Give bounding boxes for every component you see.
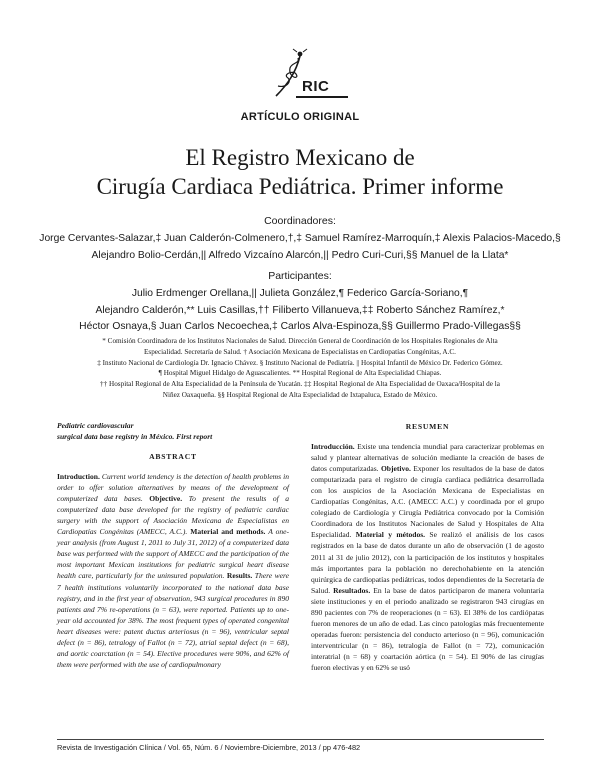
resumen-methods-label: Material y métodos. <box>355 530 426 540</box>
participants-line: Alejandro Calderón,** Luis Casillas,†† Filiberto Villanueva,‡‡ Roberto Sánchez Ramírez,* <box>95 304 505 316</box>
abstract-objective-label: Objective. <box>149 494 183 504</box>
article-title <box>0 143 600 201</box>
affiliation-line: Niñez Oaxaqueña. §§ Hospital Regional de Alta Especialidad de Ixtapaluca, Estado de México. <box>162 390 438 399</box>
abstract-methods-label: Material and methods. <box>190 527 266 537</box>
resumen-heading: RESUMEN <box>405 422 450 431</box>
abstract-intro-text: Current world tendency is the detection of health problems in order to offer solution alternatives by means of the development of computerized data bases. <box>57 472 289 504</box>
abstract-results-label: Results. <box>226 571 253 581</box>
title-line-1: El Registro Mexicano de <box>185 145 415 170</box>
affiliation-line: ¶ Hospital Miguel Hidalgo de Aguascalientes. ** Hospital Regional de Alta Especialidad Chiapas. <box>158 369 442 378</box>
abstract-results-text: There were 7 health institutions voluntarily incorporated to the national data base registry, and in the first year of observation, 943 surgical procedures in 890 patients and 7% re-operations (n = 63), were reported. Patients up to one-year old accounted for 38%. The most frequent types of operated congenital heart diseases were: patent ductus arteriosus (n = 96), ventricular septal defect (n = 86), tetralogy of Fallot (n = 72), atrial septal defect (n = 68), and aortic coarctation (n = 54). Elective procedures were 90%, and 62% of them were performed with the use of cardiopulmonary <box>57 571 289 669</box>
abstract-methods-text: A one-year analysis (from August 1, 2011 to July 31, 2012) of a computerized data base was performed with the support of AMECC and the participation of the most important Mexican institutions for pediatric surgical heart disease health care, particularly for the uninsured population. <box>57 527 289 581</box>
footer-divider <box>57 739 544 740</box>
participants-heading: Participantes: <box>268 270 332 282</box>
title-line-2: Cirugía Cardiaca Pediátrica. Primer informe <box>96 174 504 199</box>
logo-underline <box>296 96 348 98</box>
abstract-body <box>57 471 289 670</box>
abstract-column <box>57 421 289 670</box>
abstract-objective-text: To present the results of a computerized data base developed for the registry of pediatric cardiac surgery with the support of Asociación Mexicana de Especialistas en Cardiopatías Congénitas (AMECC, A.C.). <box>57 494 289 537</box>
english-title <box>57 421 289 442</box>
affiliation-line: * Comisión Coordinadora de los Institutos Nacionales de Salud. Dirección General de Coordinación de los Hospitales Regionales de Alta <box>102 337 498 345</box>
coordinators-line: Jorge Cervantes-Salazar,‡ Juan Calderón-Colmenero,†,‡ Samuel Ramírez-Marroquín,‡ Alexis Palacios-Macedo,§ <box>39 233 561 244</box>
resumen-intro-label: Introducción. <box>311 442 355 452</box>
resumen-methods-text: Se realizó el análisis de los casos registrados en la base de datos durante un año de observación (1 de agosto 2011 al 31 de julio 2012), con la participación de los institutos y hospitales más importantes para la población no derechohabiente en la atención quirúrgica de cardiopatías pediátricas, todos dependientes de la Secretaría de Salud. <box>311 530 544 595</box>
coordinators-list <box>30 231 570 264</box>
english-title-line-2: surgical data base registry in México. First report <box>57 431 213 441</box>
article-section-label: ARTÍCULO ORIGINAL <box>240 111 360 123</box>
affiliation-line: Especialidad. Secretaría de Salud. † Asociación Mexicana de Especialistas en Cardiopatías Congénitas, A.C. <box>144 347 456 356</box>
participants-line: Héctor Osnaya,§ Juan Carlos Necoechea,‡ Carlos Alva-Espinoza,§§ Guillermo Prado-Villegas§§ <box>79 321 521 332</box>
resumen-results-text: En la base de datos participaron de manera voluntaria siete instituciones y en el periodo analizado se registraron 943 cirugías en 890 pacientes con 7% de reoperaciones (n = 63). El 38% de los cardiópatas fueron menores de un año de edad. Las cinco patologías más frecuentemente operadas fueron: persistencia del conducto arterioso (n = 96), comunicación interventricular (n = 86), tetralogía de Fallot (n = 72), comunicación interatrial (n = 68) y coartación aórtica (n = 54). El 90% de las cirugías fueron electivas y en 62% se usó <box>311 585 544 672</box>
journal-logo-text: RIC <box>302 78 330 95</box>
resumen-results-label: Resultados. <box>333 585 371 595</box>
affiliations <box>55 336 545 401</box>
abstract-intro-label: Introduction. <box>57 472 100 482</box>
resumen-objective-label: Objetivo. <box>380 464 411 474</box>
participants-list <box>30 286 570 336</box>
journal-footer: Revista de Investigación Clínica / Vol. 65, Núm. 6 / Noviembre-Diciembre, 2013 / pp 476-482 <box>57 743 361 752</box>
affiliation-line: ‡ Instituto Nacional de Cardiología Dr. Ignacio Chávez. § Instituto Nacional de Pediatría. || Hospital Infantil de México Dr. Federico Gómez. <box>97 358 503 367</box>
english-title-line-1: Pediatric cardiovascular <box>57 421 134 430</box>
resumen-objective-text: Exponer los resultados de la base de datos computarizada para el registro de cirugía cardiaca pediátrica desarrollada con los auspicios de la Asociación Mexicana de Especialistas en Cardiopatías Congénitas, A.C. (AMECC A.C.) y coordinada por el grupo colegiado de Cardiología y Cirugía Pediátrica convocado por la Comisión Coordinadora de los Institutos Nacionales de Salud y Hospitales de Alta Especialidad. <box>311 464 544 540</box>
affiliation-line: †† Hospital Regional de Alta Especialidad de la Península de Yucatán. ‡‡ Hospital Regional de Alta Especialidad de Oaxaca/Hospital de la <box>100 380 500 389</box>
coordinators-heading: Coordinadores: <box>264 215 336 227</box>
resumen-body <box>311 441 544 673</box>
resumen-column <box>311 421 544 673</box>
abstract-heading: ABSTRACT <box>149 452 197 461</box>
coordinators-line: Alejandro Bolio-Cerdán,|| Alfredo Vizcaíno Alarcón,|| Pedro Curi-Curi,§§ Manuel de la Llata* <box>91 249 509 261</box>
resumen-intro-text: Existe una tendencia mundial para caracterizar problemas en salud y plantear alternativas de solución mediante la creación de bases de datos computarizadas. <box>311 442 544 474</box>
participants-line: Julio Erdmenger Orellana,|| Julieta González,¶ Federico García-Soriano,¶ <box>131 288 469 299</box>
